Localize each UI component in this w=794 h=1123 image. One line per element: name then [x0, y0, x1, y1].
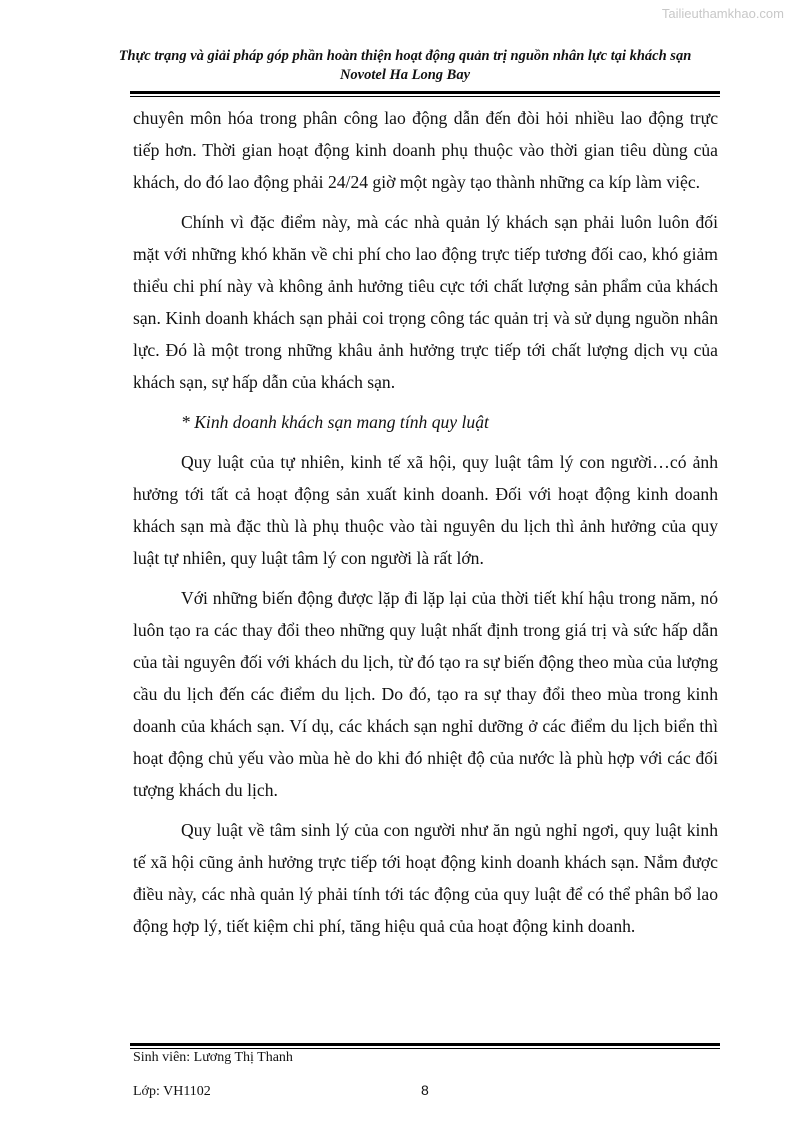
paragraph-1: chuyên môn hóa trong phân công lao động dẫn đến đòi hỏi nhiều lao động trực tiếp hơn. Thời gian hoạt động kinh doanh phụ thuộc vào thời gian tiêu dùng của khách, do đó lao động phải 24/24 giờ một ngày tạo thành những ca kíp làm việc.	[133, 108, 718, 192]
paragraph-5: Quy luật về tâm sinh lý của con người như ăn ngủ nghỉ ngơi, quy luật kinh tế xã hội cũng ảnh hưởng trực tiếp tới hoạt động kinh doanh khách sạn. Nắm được điều này, các nhà quản lý phải tính tới tác động của quy luật để có thể phân bổ lao động hợp lý, tiết kiệm chi phí, tăng hiệu quả của hoạt động kinh doanh.	[133, 820, 718, 936]
header-title-line1: Thực trạng và giải pháp góp phần hoàn thiện hoạt động quản trị nguồn nhân lực tại khách sạn	[118, 48, 692, 64]
watermark-text: Tailieuthamkhao.com	[661, 6, 784, 21]
footer-divider	[130, 1043, 720, 1049]
section-heading: * Kinh doanh khách sạn mang tính quy luật	[181, 412, 489, 432]
paragraph-3: Quy luật của tự nhiên, kinh tế xã hội, quy luật tâm lý con người…có ảnh hưởng tới tất cả hoạt động sản xuất kinh doanh. Đối với hoạt động kinh doanh khách sạn mà đặc thù là phụ thuộc vào tài nguyên du lịch thì ảnh hưởng của quy luật tự nhiên, quy luật tâm lý con người là rất lớn.	[133, 452, 718, 568]
paragraph-4: Với những biến động được lặp đi lặp lại của thời tiết khí hậu trong năm, nó luôn tạo ra các thay đổi theo những quy luật nhất định trong giá trị và sức hấp dẫn của tài nguyên đối với khách du lịch, từ đó tạo ra sự biến động theo mùa của lượng cầu du lịch đến các điểm du lịch. Do đó, tạo ra sự thay đổi theo mùa trong kinh doanh của khách sạn. Ví dụ, các khách sạn nghỉ dưỡng ở các điểm du lịch biển thì hoạt động chủ yếu vào mùa hè do khi đó nhiệt độ của nước là phù hợp với các đối tượng khách du lịch.	[133, 588, 718, 800]
footer-class: Lớp: VH1102	[133, 1084, 211, 1099]
header-divider	[130, 91, 720, 97]
page-number: 8	[421, 1082, 429, 1098]
paragraph-2: Chính vì đặc điểm này, mà các nhà quản lý khách sạn phải luôn luôn đối mặt với những khó khăn về chi phí cho lao động trực tiếp tương đối cao, khó giảm thiểu chi phí này và không ảnh hưởng tiêu cực tới chất lượng sản phẩm của khách sạn. Kinh doanh khách sạn phải coi trọng công tác quản trị và sử dụng nguồn nhân lực. Đó là một trong những khâu ảnh hưởng trực tiếp tới chất lượng dịch vụ của khách sạn, sự hấp dẫn của khách sạn.	[133, 212, 718, 392]
footer-student: Sinh viên: Lương Thị Thanh	[133, 1050, 293, 1065]
running-header	[110, 47, 700, 85]
document-body	[133, 102, 718, 950]
header-title-line2: Novotel Ha Long Bay	[339, 67, 471, 83]
